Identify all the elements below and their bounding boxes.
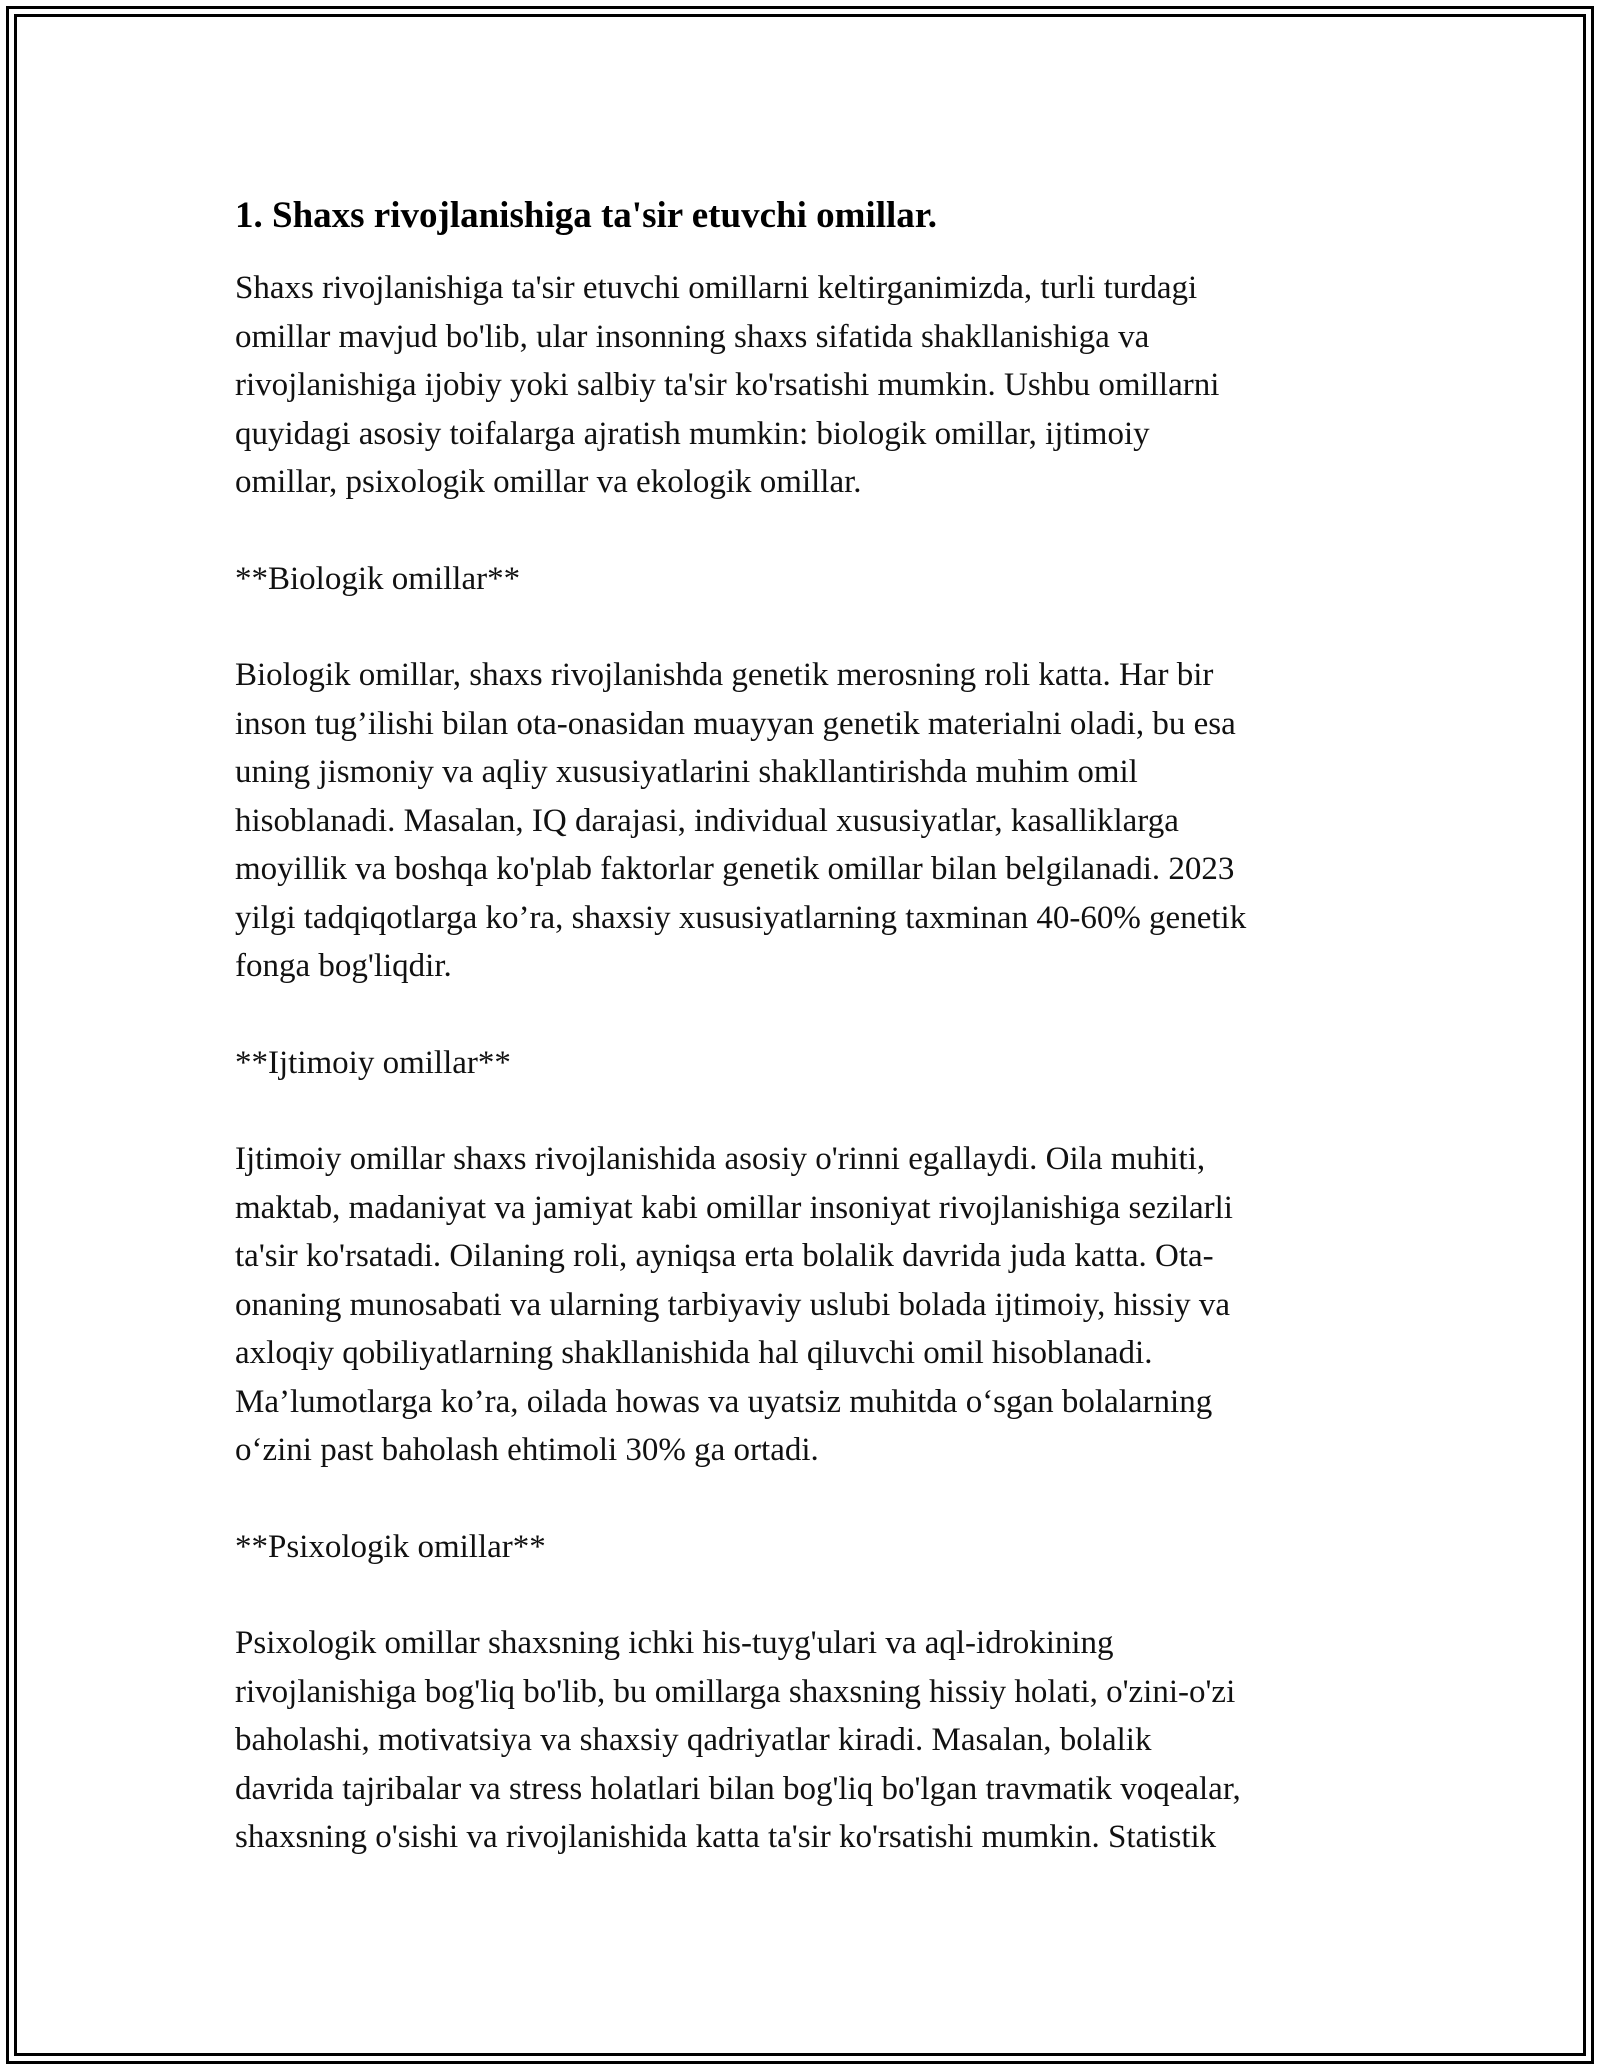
paragraph-ijtimoiy: Ijtimoiy omillar shaxs rivojlanishida asosiy o'rinni egallaydi. Oila muhiti, maktab, madaniyat va jamiyat kabi omillar insoniyat rivojlanishiga sezilarli ta'sir ko'rsatadi. Oilaning roli, ayniqsa erta bolalik davrida juda katta. Ota- onaning munosabati va ularning tarbiyaviy uslubi bolada ijtimoiy, hissiy va axloqiy qobiliyatlarning shakllanishida hal qiluvchi omil hisoblanadi. Ma’lumotlarga ko’ra, oilada howas va uyatsiz muhitda o‘sgan bolalarning o‘zini past baholash ehtimoli 30% ga ortadi.	[235, 1141, 1233, 1468]
section-heading-psixologik: **Psixologik omillar**	[235, 1528, 546, 1565]
document-title: 1. Shaxs rivojlanishiga ta'sir etuvchi omillar.	[235, 195, 938, 236]
paragraph-psixologik: Psixologik omillar shaxsning ichki his-tuyg'ulari va aql-idrokining rivojlanishiga bog'liq bo'lib, bu omillarga shaxsning hissiy holati, o'zini-o'zi baholashi, motivatsiya va shaxsiy qadriyatlar kiradi. Masalan, bolalik davrida tajribalar va stress holatlari bilan bog'liq bo'lgan travmatik voqealar, shaxsning o'sishi va rivojlanishida katta ta'sir ko'rsatishi mumkin. Statistik	[235, 1625, 1241, 1855]
paragraph-intro: Shaxs rivojlanishiga ta'sir etuvchi omillarni keltirganimizda, turli turdagi omillar mavjud bo'lib, ular insonning shaxs sifatida shakllanishiga va rivojlanishiga ijobiy yoki salbiy ta'sir ko'rsatishi mumkin. Ushbu omillarni quyidagi asosiy toifalarga ajratish mumkin: biologik omillar, ijtimoiy omillar, psixologik omillar va ekologik omillar.	[235, 270, 1220, 500]
section-heading-ijtimoiy: **Ijtimoiy omillar**	[235, 1044, 511, 1081]
document-body	[235, 188, 1385, 1910]
section-heading-biologik: **Biologik omillar**	[235, 560, 521, 597]
paragraph-biologik: Biologik omillar, shaxs rivojlanishda genetik merosning roli katta. Har bir inson tug’ilishi bilan ota-onasidan muayyan genetik materialni oladi, bu esa uning jismoniy va aqliy xususiyatlarini shakllantirishda muhim omil hisoblanadi. Masalan, IQ darajasi, individual xususiyatlar, kasalliklarga moyillik va boshqa ko'plab faktorlar genetik omillar bilan belgilanadi. 2023 yilgi tadqiqotlarga ko’ra, shaxsiy xususiyatlarning taxminan 40-60% genetik fonga bog'liqdir.	[235, 657, 1247, 984]
